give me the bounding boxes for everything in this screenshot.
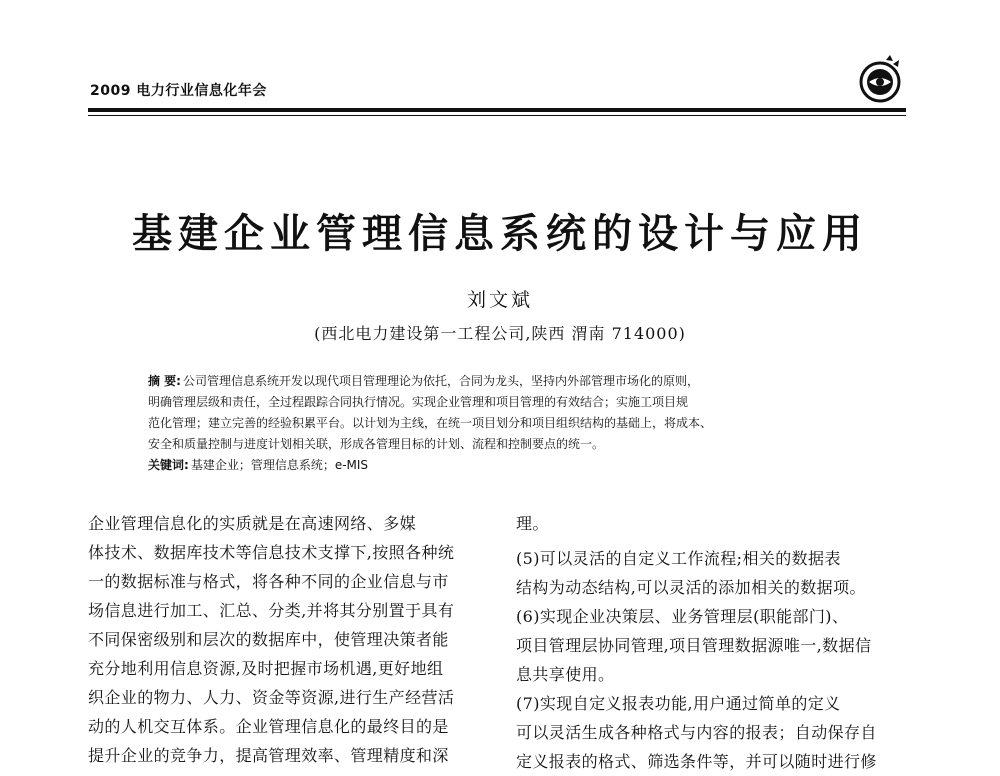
- body-column-right: [516, 509, 908, 776]
- abstract-line: 安全和质量控制与进度计划相关联，形成各管理目标的计划、流程和控制要点的统一。: [148, 437, 605, 451]
- abstract-line: 摘 要: 公司管理信息系统开发以现代项目管理理论为依托，合同为龙头，坚持内外部管理市场化的原则，: [148, 374, 699, 388]
- conference-logo-icon: [853, 52, 907, 106]
- body-line: 不同保密级别和层次的数据库中，使管理决策者能: [88, 630, 449, 649]
- body-line: (6)实现企业决策层、业务管理层(职能部门)、: [516, 607, 849, 626]
- body-column-left: [88, 509, 480, 770]
- body-line: 场信息进行加工、汇总、分类,并将其分别置于具有: [88, 601, 455, 620]
- body-line: 息共享使用。: [516, 665, 615, 684]
- body-line: 一的数据标准与格式，将各种不同的企业信息与市: [88, 572, 449, 591]
- keywords-label: 关键词:: [148, 458, 189, 472]
- body-line: 织企业的物力、人力、资金等资源,进行生产经营活: [88, 688, 455, 707]
- body-line: 理。: [516, 514, 549, 533]
- body-line: 结构为动态结构,可以灵活的添加相关的数据项。: [516, 578, 866, 597]
- body-line: 定义报表的格式、筛选条件等，并可以随时进行修: [516, 752, 877, 771]
- body-line: (7)实现自定义报表功能,用户通过简单的定义: [516, 694, 841, 713]
- body-line: 项目管理层协同管理,项目管理数据源唯一,数据信: [516, 636, 872, 655]
- body-line: 动的人机交互体系。企业管理信息化的最终目的是: [88, 717, 449, 736]
- author-affiliation: (西北电力建设第一工程公司,陕西 渭南 714000): [314, 324, 686, 343]
- header-rule-thin: [88, 115, 906, 116]
- header-rule-thick: [88, 108, 906, 112]
- abstract-line: 范化管理；建立完善的经验积累平台。以计划为主线，在统一项目划分和项目组织结构的基础上，将成本、: [148, 416, 713, 430]
- body-line: 体技术、数据库技术等信息技术支撑下,按照各种统: [88, 543, 455, 562]
- abstract-label: 摘 要:: [148, 374, 181, 388]
- keywords-text: 基建企业；管理信息系统；e-MIS: [190, 458, 369, 472]
- body-line: 可以灵活生成各种格式与内容的报表；自动保存自: [516, 723, 877, 742]
- author-name: 刘文斌: [466, 289, 533, 311]
- paper-title: 基建企业管理信息系统的设计与应用: [132, 210, 868, 257]
- journal-name: 2009 电力行业信息化年会: [90, 83, 267, 99]
- abstract: [148, 371, 862, 476]
- keywords: [148, 455, 862, 476]
- body-line: (5)可以灵活的自定义工作流程;相关的数据表: [516, 549, 841, 568]
- body-line: 提升企业的竞争力，提高管理效率、管理精度和深: [88, 746, 449, 765]
- body-line: 充分地利用信息资源,及时把握市场机遇,更好地组: [88, 659, 444, 678]
- body-line: 企业管理信息化的实质就是在高速网络、多媒: [88, 514, 417, 533]
- abstract-line: 明确管理层级和责任，全过程跟踪合同执行情况。实现企业管理和项目管理的有效结合；实施工项目规: [148, 395, 689, 409]
